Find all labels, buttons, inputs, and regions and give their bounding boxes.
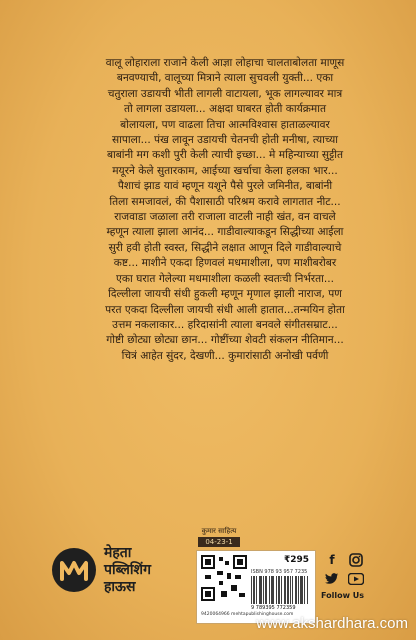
blurb-line: परत एकदा दिल्लीला जायची संधी आली हातात...तन्मयिन होता <box>105 303 345 316</box>
barcode-bar <box>290 576 291 604</box>
publisher-name-line1: मेहता <box>104 544 132 561</box>
publisher-logo <box>52 540 192 600</box>
blurb-line: बोलायला, पण वाढला तिचा आत्मविश्वास हाताळल्यावर <box>120 118 330 131</box>
barcode-panel <box>196 550 316 624</box>
social-icons <box>322 552 370 587</box>
blurb-line: सुरी हवी होती स्वस्त, सिद्धीने लक्षात आणून दिले गाडीवाल्याचे <box>108 241 342 254</box>
blurb-line: तो लागला उडायला... अक्षदा घाबरत होती कार्यक्रमात <box>123 103 327 116</box>
blurb-line: सापाला... पंख लावून उडायची चेतनची होती मनीषा, त्याच्या <box>112 134 338 147</box>
blurb-line: बाबांनी मग कशी पुरी केली त्याची इच्छा... मे महिन्याच्या सुट्टीत <box>106 149 344 162</box>
follow-us-label: Follow Us <box>321 591 365 600</box>
catalog-code: 04-23-1 <box>198 537 240 547</box>
barcode-bar <box>265 576 266 604</box>
youtube-icon[interactable] <box>346 571 366 587</box>
barcode-bar <box>254 576 255 604</box>
blurb-line: पैशाचं झाड यावं म्हणून यशूने पैसे पुरले जमिनीत, बाबांनी <box>117 180 333 193</box>
barcode-bar <box>292 576 293 604</box>
blurb-line: गोष्टी छोट्या छोट्या छान... गोष्टींच्या शेवटी संकलन नीतिमान... <box>106 334 344 347</box>
barcode-bar <box>301 576 302 604</box>
publisher-m-logo-icon <box>52 548 96 592</box>
blurb-line: उत्तम नकलाकार... हरिदासांनी त्याला बनवले संगीतसम्राट... <box>112 318 338 331</box>
barcode-bar <box>273 576 274 604</box>
publisher-name <box>104 545 151 596</box>
barcode-bar <box>302 576 303 604</box>
barcode-bar <box>276 576 277 604</box>
website-watermark[interactable]: www.akshardhara.com <box>256 615 408 632</box>
barcode-bar <box>298 576 299 604</box>
blurb-line: कष्ट... माशीने एकदा हिणवलं मधमाशीला, पण माशीबरोबर <box>113 257 337 270</box>
barcode-bar <box>295 576 296 604</box>
barcode-bar <box>281 576 282 604</box>
barcode-bar <box>260 576 261 604</box>
blurb-line: दिल्लीला जायची संधी हुकली म्हणून मृणाल झाली नाराज, पण <box>108 288 342 301</box>
barcode-bar <box>296 576 297 604</box>
isbn-digits: 9 789395 772359 <box>251 605 296 611</box>
contact-info: 9420064966 mehtapublishinghouse.com <box>201 612 294 617</box>
blurb-line: राजवाडा जळाला तरी राजाला वाटली नाही खंत, वन वाचले <box>114 211 336 224</box>
isbn-text: ISBN 978 93 957 7235 <box>251 569 308 575</box>
barcode-bar <box>285 576 286 604</box>
blurb-text <box>84 56 366 364</box>
blurb-line: म्हणून त्याला झाला आनंद... गाडीवाल्याकडून सिद्धीच्या आईला <box>106 226 344 239</box>
barcode-bar <box>300 576 301 604</box>
blurb-line: वालू लोहाराला राजाने केली आज्ञा लोहाचा चालताबोलता माणूस <box>105 57 345 69</box>
barcode-bar <box>287 576 288 604</box>
qr-code-icon <box>201 555 247 601</box>
blurb-line: एका घरात गेलेल्या मधमाशीला कळली स्वतःची निर्भरता... <box>115 272 335 285</box>
blurb-line: चतुराला उडायची भीती लागली वाटायला, भूक लागल्यावर मात्र <box>107 87 343 100</box>
barcode-bar <box>307 576 308 604</box>
barcode-icon <box>251 576 309 604</box>
publisher-name-line2: पब्लिशिंग <box>104 561 151 578</box>
barcode-bar <box>279 576 280 604</box>
barcode-bar <box>272 576 273 604</box>
genre-label: कुमार साहित्य <box>201 527 237 535</box>
barcode-bar <box>284 576 285 604</box>
facebook-icon[interactable]: f <box>329 553 335 567</box>
twitter-icon[interactable] <box>322 571 342 587</box>
barcode-bar <box>288 576 289 604</box>
barcode-bar <box>263 576 264 604</box>
barcode-bar <box>269 576 270 604</box>
blurb-line: बनवण्याची, वालूच्या मित्राने त्याला सुचवली युक्ती... एका <box>116 72 334 85</box>
instagram-icon[interactable] <box>346 552 366 568</box>
blurb-line: तिला समजावलं, की पैशासाठी परिश्रम करावे लागतात नीट... <box>109 195 341 208</box>
price-label: ₹295 <box>283 555 309 565</box>
barcode-bar <box>278 576 279 604</box>
barcode-bar <box>304 576 305 604</box>
barcode-bar <box>256 576 257 604</box>
publisher-name-line3: हाऊस <box>104 578 136 595</box>
barcode-bar <box>251 576 252 604</box>
barcode-bar <box>259 576 260 604</box>
barcode-bar <box>271 576 272 604</box>
barcode-bar <box>261 576 262 604</box>
barcode-bar <box>253 576 254 604</box>
barcode-bar <box>266 576 267 604</box>
blurb-line: मयूरने केले सुतारकाम, आईच्या खर्चाचा केला हलका भार... <box>112 164 338 177</box>
blurb-line: चित्रं आहेत सुंदर, देखणी... कुमारांसाठी अनोखी पर्वणी <box>121 349 329 362</box>
